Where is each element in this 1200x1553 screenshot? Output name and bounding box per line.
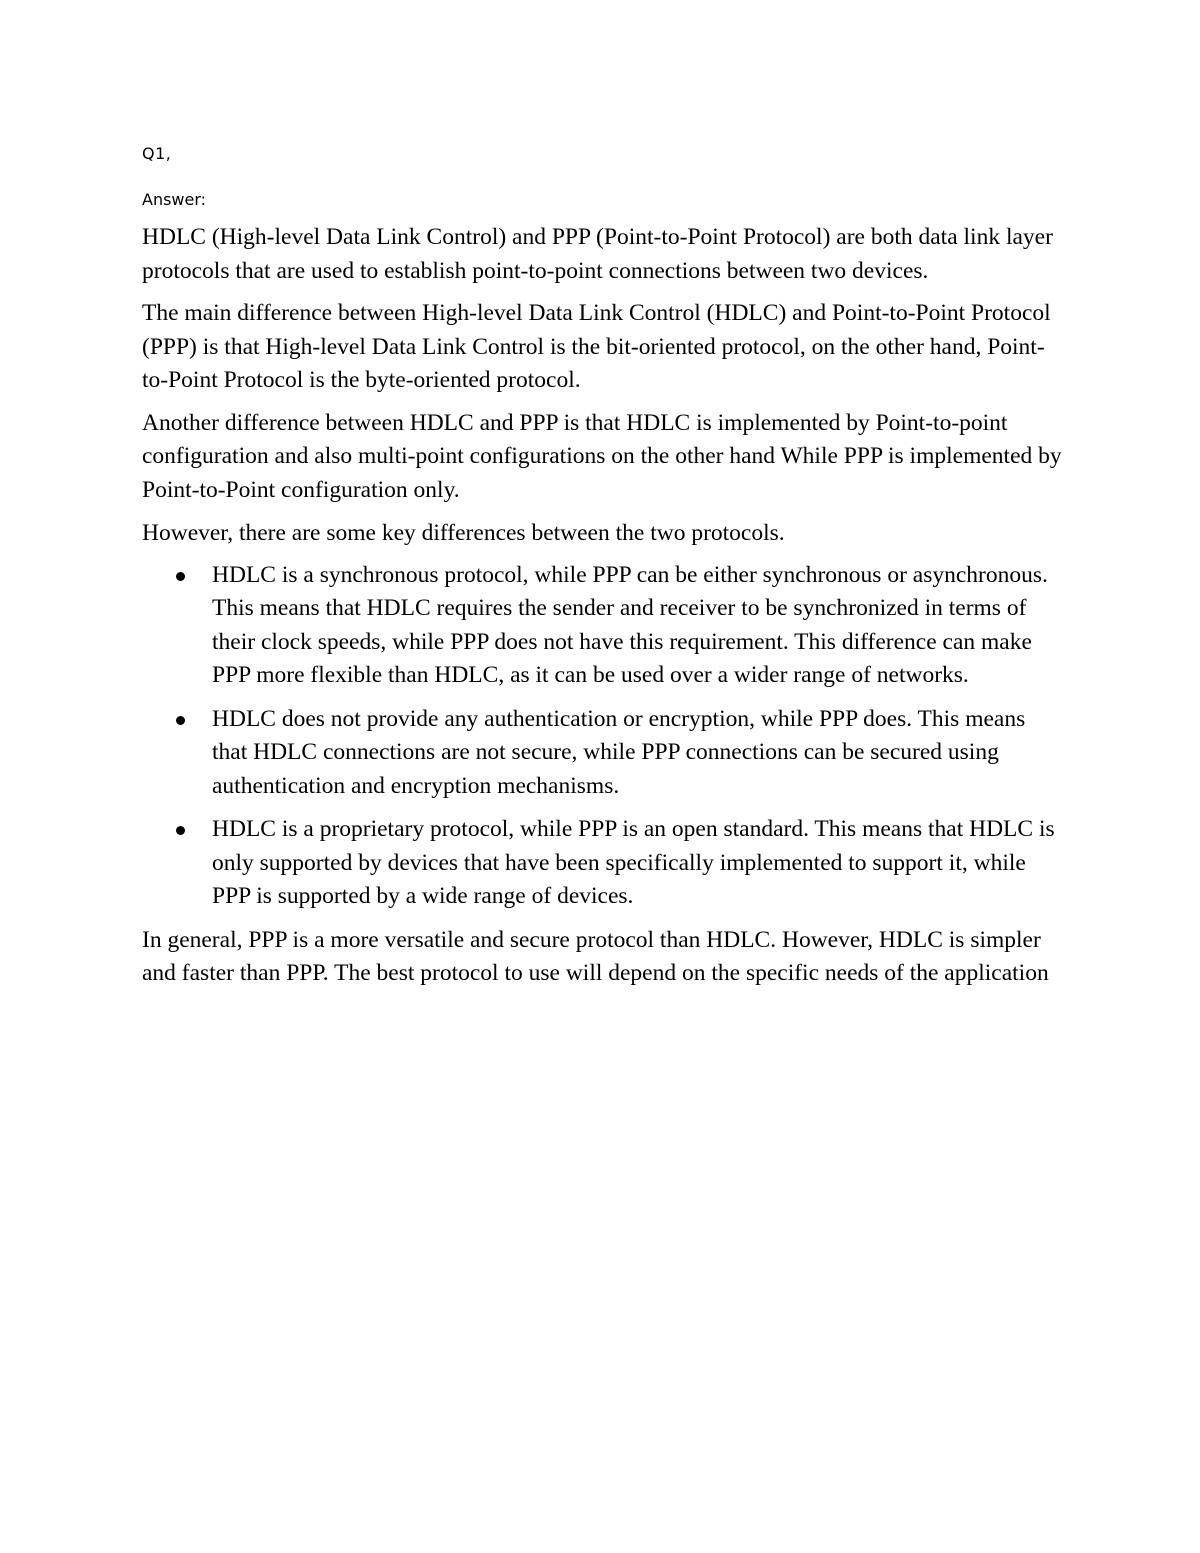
paragraph-conclusion: In general, PPP is a more versatile and secure protocol than HDLC. However, HDLC is simpler and faster than PPP. The best protocol to use will depend on the specific needs of the application (142, 926, 1049, 986)
list-item-text: HDLC is a synchronous protocol, while PPP can be either synchronous or asynchronous. This means that HDLC requires the sender and receiver to be synchronized in terms of their clock speeds, while PPP does not have this requirement. This difference can make PPP more flexible than HDLC, as it can be used over a wider range of networks. (212, 561, 1048, 688)
list-item-text: HDLC is a proprietary protocol, while PPP is an open standard. This means that HDLC is only supported by devices that have been specifically implemented to support it, while PPP is supported by a wide range of devices. (212, 816, 1055, 909)
list-item (142, 813, 1062, 914)
answer-label: Answer: (142, 190, 207, 209)
bullet-icon (176, 716, 185, 725)
list-item (142, 559, 1062, 693)
paragraph-main-difference: The main difference between High-level Data Link Control (HDLC) and Point-to-Point Protocol (PPP) is that High-level Data Link Control is the bit-oriented protocol, on the other hand, Point-to-Point Protocol is the byte-oriented protocol. (142, 300, 1051, 393)
paragraph-intro: HDLC (High-level Data Link Control) and PPP (Point-to-Point Protocol) are both data link layer protocols that are used to establish point-to-point connections between two devices. (142, 224, 1053, 284)
question-label: Q1, (142, 144, 172, 163)
differences-list (142, 559, 1062, 914)
paragraph-key-differences: However, there are some key differences between the two protocols. (142, 520, 785, 546)
document-body (142, 142, 1062, 991)
list-item-text: HDLC does not provide any authentication or encryption, while PPP does. This means that HDLC connections are not secure, while PPP connections can be secured using authentication and encryption mechanisms. (212, 705, 1026, 799)
bullet-icon (176, 572, 185, 581)
bullet-icon (176, 826, 185, 835)
list-item (142, 703, 1062, 804)
paragraph-another-difference: Another difference between HDLC and PPP is that HDLC is implemented by Point-to-point configuration and also multi-point configurations on the other hand While PPP is implemented by Point-to-Point configuration only. (142, 409, 1062, 503)
